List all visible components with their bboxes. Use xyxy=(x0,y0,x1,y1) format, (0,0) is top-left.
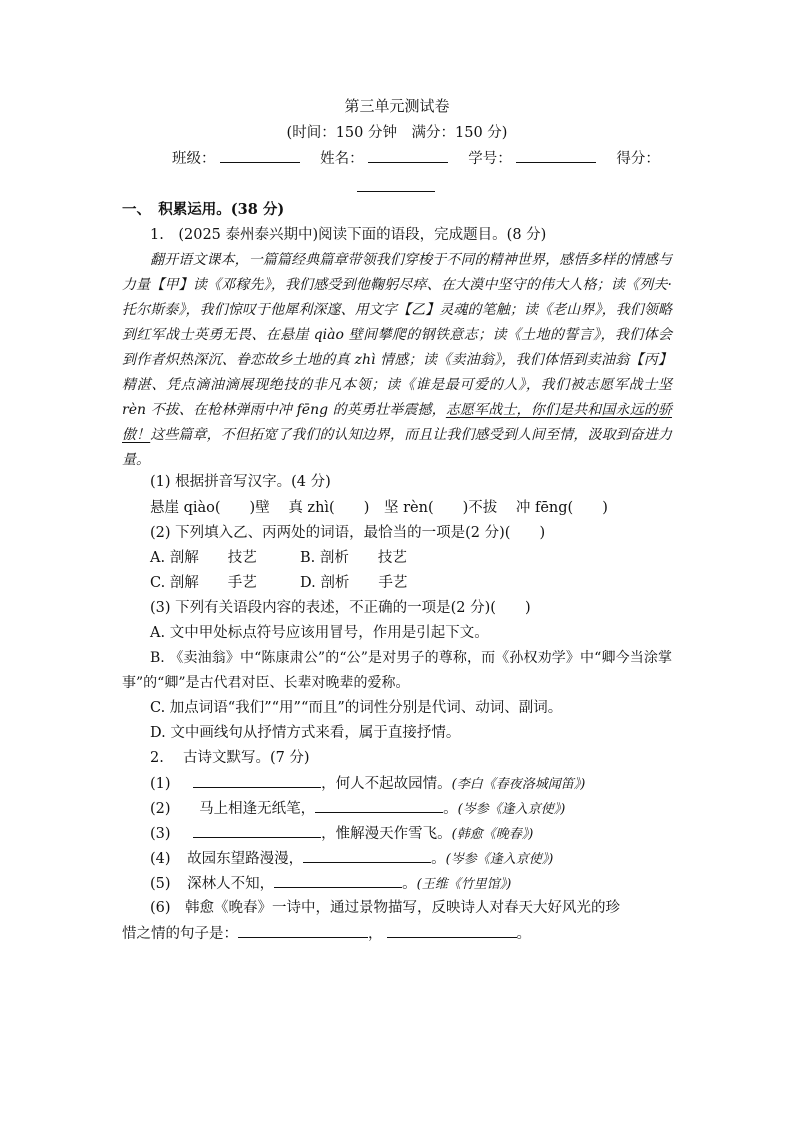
answer-blank[interactable] xyxy=(238,923,368,938)
question-1-passage xyxy=(122,248,672,473)
sub2-options-row-2 xyxy=(150,573,407,593)
option-b[interactable]: B. 剖析 技艺 xyxy=(300,550,407,566)
page-subtitle: (时间：150 分钟 满分：150 分) xyxy=(286,125,508,141)
name-blank[interactable] xyxy=(368,148,448,163)
item-text: 。 xyxy=(402,876,417,892)
pinyin-row xyxy=(150,498,608,518)
item-source: (李白《春夜洛城闻笛》) xyxy=(451,777,586,792)
section-heading: 一、 积累运用。(38 分) xyxy=(122,201,285,218)
class-blank[interactable] xyxy=(220,148,300,163)
item-source: (韩愈《晚春》) xyxy=(451,827,534,842)
item-text: 马上相逢无纸笔， xyxy=(199,801,316,817)
answer-blank[interactable] xyxy=(193,773,321,788)
name-label: 姓名： xyxy=(320,151,364,167)
pinyin-item-2: 真 zhì( ) xyxy=(288,500,370,516)
class-label: 班级： xyxy=(172,151,216,167)
option-d[interactable]: D. 剖析 手艺 xyxy=(300,575,408,591)
recite-item-1 xyxy=(150,773,585,795)
item-text: 惜之情的句子是： xyxy=(122,926,238,942)
question-2-stem: 2. 古诗文默写。(7 分) xyxy=(150,750,310,766)
sub2-options-row-1 xyxy=(150,548,407,568)
score-label: 得分： xyxy=(616,151,660,167)
item-number: (3) xyxy=(150,826,171,842)
sub3-option-d[interactable]: D. 文中画线句从抒情方式来看，属于直接抒情。 xyxy=(150,725,461,741)
question-1-stem: 1. (2025 泰州泰兴期中)阅读下面的语段，完成题目。(8 分) xyxy=(150,227,547,243)
pinyin-item-3: 坚 rèn( )不拔 xyxy=(383,500,498,516)
score-blank-row xyxy=(357,178,435,198)
item-text: ，惟解漫天作雪飞。 xyxy=(321,826,452,842)
item-number: (1) xyxy=(150,776,171,792)
id-label: 学号： xyxy=(468,151,512,167)
item-number: (4) xyxy=(150,851,171,867)
sub3-option-a[interactable]: A. 文中甲处标点符号应该用冒号，作用是引起下文。 xyxy=(150,625,489,641)
recite-item-5 xyxy=(150,873,511,895)
student-info-row xyxy=(172,148,660,169)
sub-question-2: (2) 下列填入乙、丙两处的词语，最恰当的一项是(2 分)( ) xyxy=(150,525,546,541)
option-a[interactable]: A. 剖解 技艺 xyxy=(150,550,257,566)
sub3-option-b[interactable]: B. 《卖油翁》中“陈康肃公”的“公”是对男子的尊称，而《孙权劝学》中“卿今当涂掌事”的“卿”是古代君对臣、长辈对晚辈的爱称。 xyxy=(122,650,672,691)
score-blank[interactable] xyxy=(357,179,435,192)
item-text: ，何人不起故园情。 xyxy=(321,776,452,792)
item-source: (岑参《逢入京使》) xyxy=(445,852,554,867)
item-number: (2) xyxy=(150,801,171,817)
answer-blank[interactable] xyxy=(303,848,431,863)
answer-blank[interactable] xyxy=(274,873,402,888)
answer-blank[interactable] xyxy=(387,923,517,938)
item-source: (王维《竹里馆》) xyxy=(416,877,512,892)
recite-item-3 xyxy=(150,823,533,845)
recite-item-4 xyxy=(150,848,553,870)
answer-blank[interactable] xyxy=(193,823,321,838)
item-text: 。 xyxy=(516,926,531,942)
item-text: 深林人不知， xyxy=(187,876,275,892)
item-text: 。 xyxy=(443,801,458,817)
item-number: (5) xyxy=(150,876,171,892)
sub-question-1: (1) 根据拼音写汉字。(4 分) xyxy=(150,474,331,490)
item-text: 故园东望路漫漫， xyxy=(187,851,304,867)
pinyin-item-1: 悬崖 qiào( )壁 xyxy=(150,500,270,516)
page-title: 第三单元测试卷 xyxy=(344,97,450,115)
passage-part-1: 翻开语文课本，一篇篇经典篇章带领我们穿梭于不同的精神世界，感悟多样的情感与力量【甲】读《邓稼先》，我们感受到他鞠躬尽瘁、在大漠中坚守的伟大人格；读《列夫·托尔斯泰》，我们惊叹于他犀利深邃、用文字【乙】灵魂的笔触；读《老山界》，我们领略到红军战士英勇无畏、在悬崖 qiào 壁间攀爬的钢铁意志；读《土地的誓言》，我们体会到作者炽热深沉、眷恋故乡土地的真 zhì 情感；读《卖油翁》，我们体悟到卖油翁【丙】精湛、凭点滴油滴展现绝技的非凡本领；读《谁是最可爱的人》，我们被志愿军战士坚 rèn 不拔、在枪林弹雨中冲 fēng 的英勇壮举震撼， xyxy=(122,252,672,418)
passage-part-2: 这些篇章，不但拓宽了我们的认知边界，而且让我们感受到人间至情，汲取到奋进力量。 xyxy=(122,427,673,468)
option-c[interactable]: C. 剖解 手艺 xyxy=(150,575,257,591)
recite-item-2 xyxy=(150,798,565,820)
passage-underlined-sentence: 志愿军战士，你们是共和国永远的骄傲！ xyxy=(122,402,672,443)
item-text: ， xyxy=(368,926,383,942)
recite-item-6-line-2 xyxy=(122,923,531,944)
pinyin-item-4: 冲 fēng( ) xyxy=(515,500,608,516)
id-blank[interactable] xyxy=(516,148,596,163)
answer-blank[interactable] xyxy=(315,798,443,813)
sub-question-3: (3) 下列有关语段内容的表述，不正确的一项是(2 分)( ) xyxy=(150,600,531,616)
item-source: (岑参《逢入京使》) xyxy=(457,802,566,817)
recite-item-6-line-1: (6) 韩愈《晚春》一诗中，通过景物描写，反映诗人对春天大好风光的珍 xyxy=(150,900,621,916)
item-text: 。 xyxy=(431,851,446,867)
sub3-option-c[interactable]: C. 加点词语“我们”“用”“而且”的词性分别是代词、动词、副词。 xyxy=(150,700,563,716)
